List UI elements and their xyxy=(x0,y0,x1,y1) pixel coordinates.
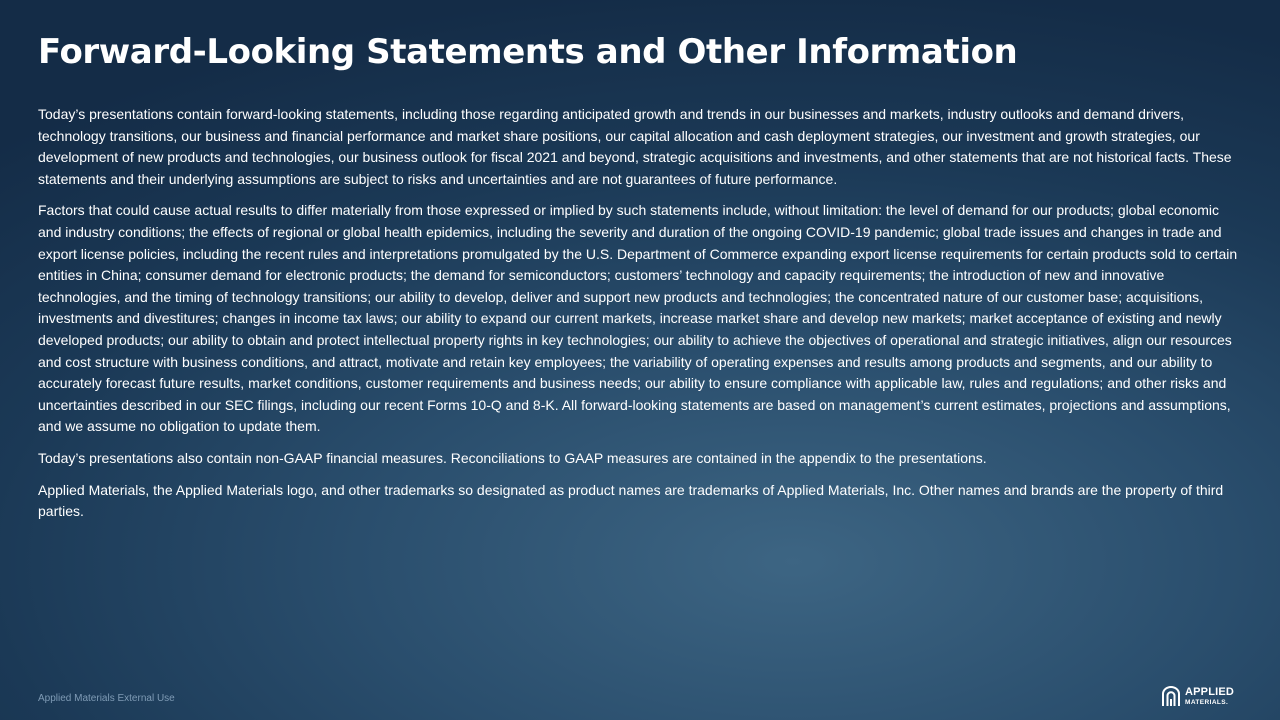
logo-wordmark-line1: APPLIED xyxy=(1185,686,1235,698)
slide-title: Forward-Looking Statements and Other Information xyxy=(38,32,1018,72)
applied-materials-logo xyxy=(1161,686,1234,708)
logo-wordmark-line2: MATERIALS. xyxy=(1185,699,1229,706)
applied-materials-logo-icon xyxy=(1161,686,1181,708)
trademarks-paragraph: Applied Materials, the Applied Materials logo, and other trademarks so designated as product names are trademarks of Applied Materials, Inc. Other names and brands are the property of third parties. xyxy=(38,481,1224,520)
non-gaap-paragraph: Today’s presentations also contain non-GAAP financial measures. Reconciliations to GAAP measures are contained in the appendix to the presentations. xyxy=(38,449,987,466)
footer-classification: Applied Materials External Use xyxy=(38,693,175,704)
risk-factors-paragraph: Factors that could cause actual results to differ materially from those expressed or implied by such statements include, without limitation: the level of demand for our products; global economic and industry conditions; the effects of regional or global health epidemics, including the severity and duration of the ongoing COVID-19 pandemic; global trade issues and changes in trade and export license policies, including the recent rules and interpretations promulgated by the U.S. Department of Commerce expanding export license requirements for certain products sold to certain entities in China; consumer demand for electronic products; the demand for semiconductors; customers’ technology and capacity requirements; the introduction of new and innovative technologies, and the timing of technology transitions; our ability to develop, deliver and support new products and technologies; the concentrated nature of our customer base; acquisitions, investments and divestitures; changes in income tax laws; our ability to expand our current markets, increase market share and develop new markets; market acceptance of existing and newly developed products; our ability to obtain and protect intellectual property rights in key technologies; our ability to achieve the objectives of operational and strategic initiatives, align our resources and cost structure with business conditions, and attract, motivate and retain key employees; the variability of operating expenses and results among products and segments, and our ability to accurately forecast future results, market conditions, customer requirements and business needs; our ability to ensure compliance with applicable law, rules and regulations; and other risks and uncertainties described in our SEC filings, including our recent Forms 10-Q and 8-K. All forward-looking statements are based on management’s current estimates, projections and assumptions, and we assume no obligation to update them. xyxy=(38,202,1238,435)
slide-body xyxy=(38,104,1238,533)
forward-looking-paragraph: Today’s presentations contain forward-looking statements, including those regarding anticipated growth and trends in our businesses and markets, industry outlooks and demand drivers, technology transitions, our business and financial performance and market share positions, our capital allocation and cash deployment strategies, our investment and growth strategies, our development of new products and technologies, our business outlook for fiscal 2021 and beyond, strategic acquisitions and investments, and other statements that are not historical facts. These statements and their underlying assumptions are subject to risks and uncertainties and are not guarantees of future performance. xyxy=(38,106,1232,187)
